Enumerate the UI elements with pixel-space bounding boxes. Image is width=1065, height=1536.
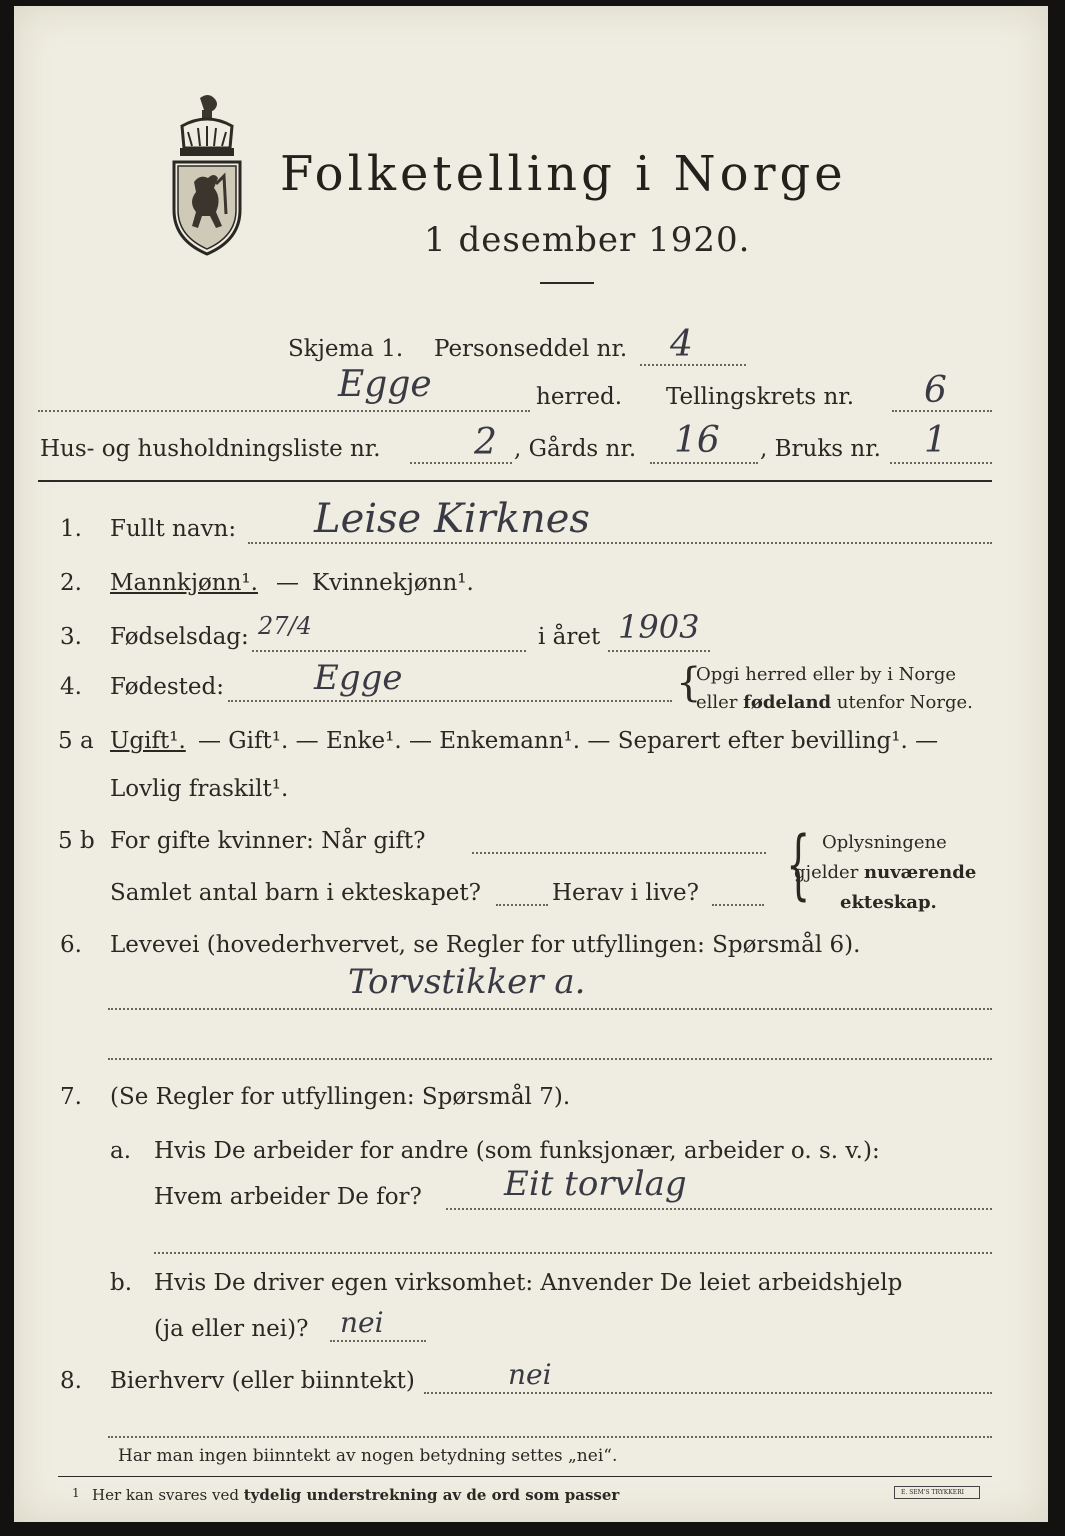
birthyear-value: 1903 — [618, 608, 700, 646]
q1-line — [248, 542, 992, 544]
q2-number: 2. — [60, 570, 82, 596]
q4-note-2c: utenfor Norge. — [836, 692, 973, 713]
female-option: Kvinnekjønn¹. — [312, 570, 474, 596]
q4-note-1: Opgi herred eller by i Norge — [696, 664, 957, 685]
q7a-line-1 — [446, 1208, 992, 1210]
q7a-line-2 — [154, 1252, 992, 1254]
q5b-note-1: Oplysningene — [822, 832, 947, 853]
q1-label: Fullt navn: — [110, 516, 237, 542]
title-divider — [540, 282, 594, 284]
q2-separator: — — [276, 570, 299, 596]
q4-note-2 — [696, 692, 973, 713]
divorced-option: Lovlig fraskilt¹. — [110, 776, 289, 802]
tellingskrets-label: Tellingskrets nr. — [666, 384, 855, 410]
bruks-value: 1 — [924, 420, 947, 461]
q6-label: Levevei (hovederhvervet, se Regler for utfyllingen: Spørsmål 6). — [110, 932, 861, 958]
full-name-value: Leise Kirknes — [314, 496, 590, 542]
footnote-text — [92, 1486, 619, 1504]
gards-line — [650, 462, 758, 464]
employer-value: Eit torvlag — [504, 1164, 687, 1204]
q8-label: Bierhverv (eller biinntekt) — [110, 1368, 415, 1394]
husliste-value: 2 — [474, 422, 497, 463]
census-form-sheet — [14, 6, 1048, 1522]
q7b-text: Hvis De driver egen virksomhet: Anvender De leiet arbeidshjelp — [154, 1270, 903, 1296]
q4-number: 4. — [60, 674, 82, 700]
footnote-divider — [58, 1476, 992, 1477]
herred-line — [38, 410, 530, 412]
footnote-text-1: Her kan svares ved — [92, 1486, 239, 1504]
q8-line-2 — [108, 1436, 992, 1438]
q5b-married-when: For gifte kvinner: Når gift? — [110, 828, 426, 854]
q4-note-2b: fødeland — [743, 692, 832, 713]
bruks-line — [890, 462, 992, 464]
q7-number: 7. — [60, 1084, 82, 1110]
footnote-text-2: tydelig understrekning av de ord som passer — [243, 1486, 620, 1504]
q5b-note-3: ekteskap. — [840, 892, 937, 913]
q5b-line-2 — [496, 904, 548, 906]
header-divider — [38, 480, 992, 482]
q5b-children: Samlet antal barn i ekteskapet? — [110, 880, 481, 906]
q7b-line — [330, 1340, 426, 1342]
q3-label: Fødselsdag: — [110, 624, 249, 650]
q4-line — [228, 700, 672, 702]
q5b-alive: Herav i live? — [552, 880, 699, 906]
q6-number: 6. — [60, 932, 82, 958]
year-label: i året — [538, 624, 601, 650]
gards-label: , Gårds nr. — [514, 436, 637, 462]
male-option: Mannkjønn¹. — [110, 570, 258, 596]
q4-brace: { — [676, 660, 702, 706]
q5a-number: 5 a — [58, 728, 94, 754]
schema-label: Skjema 1. — [288, 336, 404, 362]
q3-number: 3. — [60, 624, 82, 650]
q7b-number: b. — [110, 1270, 133, 1296]
personseddel-line — [640, 364, 746, 366]
birthplace-value: Egge — [314, 658, 403, 698]
q7b-question: (ja eller nei)? — [154, 1316, 309, 1342]
personseddel-label: Personseddel nr. — [434, 336, 628, 362]
coat-of-arms-emblem — [164, 92, 250, 258]
footnote-mark: 1 — [72, 1486, 80, 1500]
side-income-value: nei — [508, 1358, 552, 1391]
q8-line-1 — [424, 1392, 992, 1394]
bottom-note: Har man ingen biinntekt av nogen betydning settes „nei“. — [118, 1446, 618, 1466]
q4-label: Fødested: — [110, 674, 225, 700]
q7-label: (Se Regler for utfyllingen: Spørsmål 7). — [110, 1084, 571, 1110]
q5b-note-2a: gjelder — [794, 862, 859, 883]
birthdate-value: 27/4 — [258, 612, 312, 640]
q5b-note-2b: nuværende — [864, 862, 977, 883]
q5b-line-1 — [472, 852, 766, 854]
tellingskrets-value: 6 — [924, 370, 947, 411]
q3-line — [252, 650, 526, 652]
occupation-value: Torvstikker a. — [348, 962, 586, 1002]
unmarried-option: Ugift¹. — [110, 728, 186, 754]
personseddel-value: 4 — [670, 324, 693, 365]
printer-stamp: E. SEM'S TRYKKERI — [894, 1486, 980, 1499]
year-line — [608, 650, 710, 652]
marital-options: — Gift¹. — Enke¹. — Enkemann¹. — Separert efter bevilling¹. — — [198, 728, 939, 754]
herred-label: herred. — [536, 384, 623, 410]
gards-value: 16 — [674, 420, 720, 461]
q8-number: 8. — [60, 1368, 82, 1394]
q5b-line-3 — [712, 904, 764, 906]
q7a-text: Hvis De arbeider for andre (som funksjonær, arbeider o. s. v.): — [154, 1138, 880, 1164]
q4-note-2a: eller — [696, 692, 738, 713]
census-date: 1 desember 1920. — [424, 220, 751, 260]
q5b-brace: { — [786, 819, 811, 908]
q5b-note-2 — [794, 862, 976, 883]
q1-number: 1. — [60, 516, 82, 542]
q7a-question: Hvem arbeider De for? — [154, 1184, 422, 1210]
q7a-number: a. — [110, 1138, 132, 1164]
q5b-number: 5 b — [58, 828, 95, 854]
q6-line-2 — [108, 1058, 992, 1060]
bruks-label: , Bruks nr. — [760, 436, 881, 462]
husliste-label: Hus- og husholdningsliste nr. — [40, 436, 381, 462]
hired-help-value: nei — [340, 1306, 384, 1339]
herred-value: Egge — [338, 364, 432, 405]
q6-line-1 — [108, 1008, 992, 1010]
form-title: Folketelling i Norge — [280, 146, 847, 202]
